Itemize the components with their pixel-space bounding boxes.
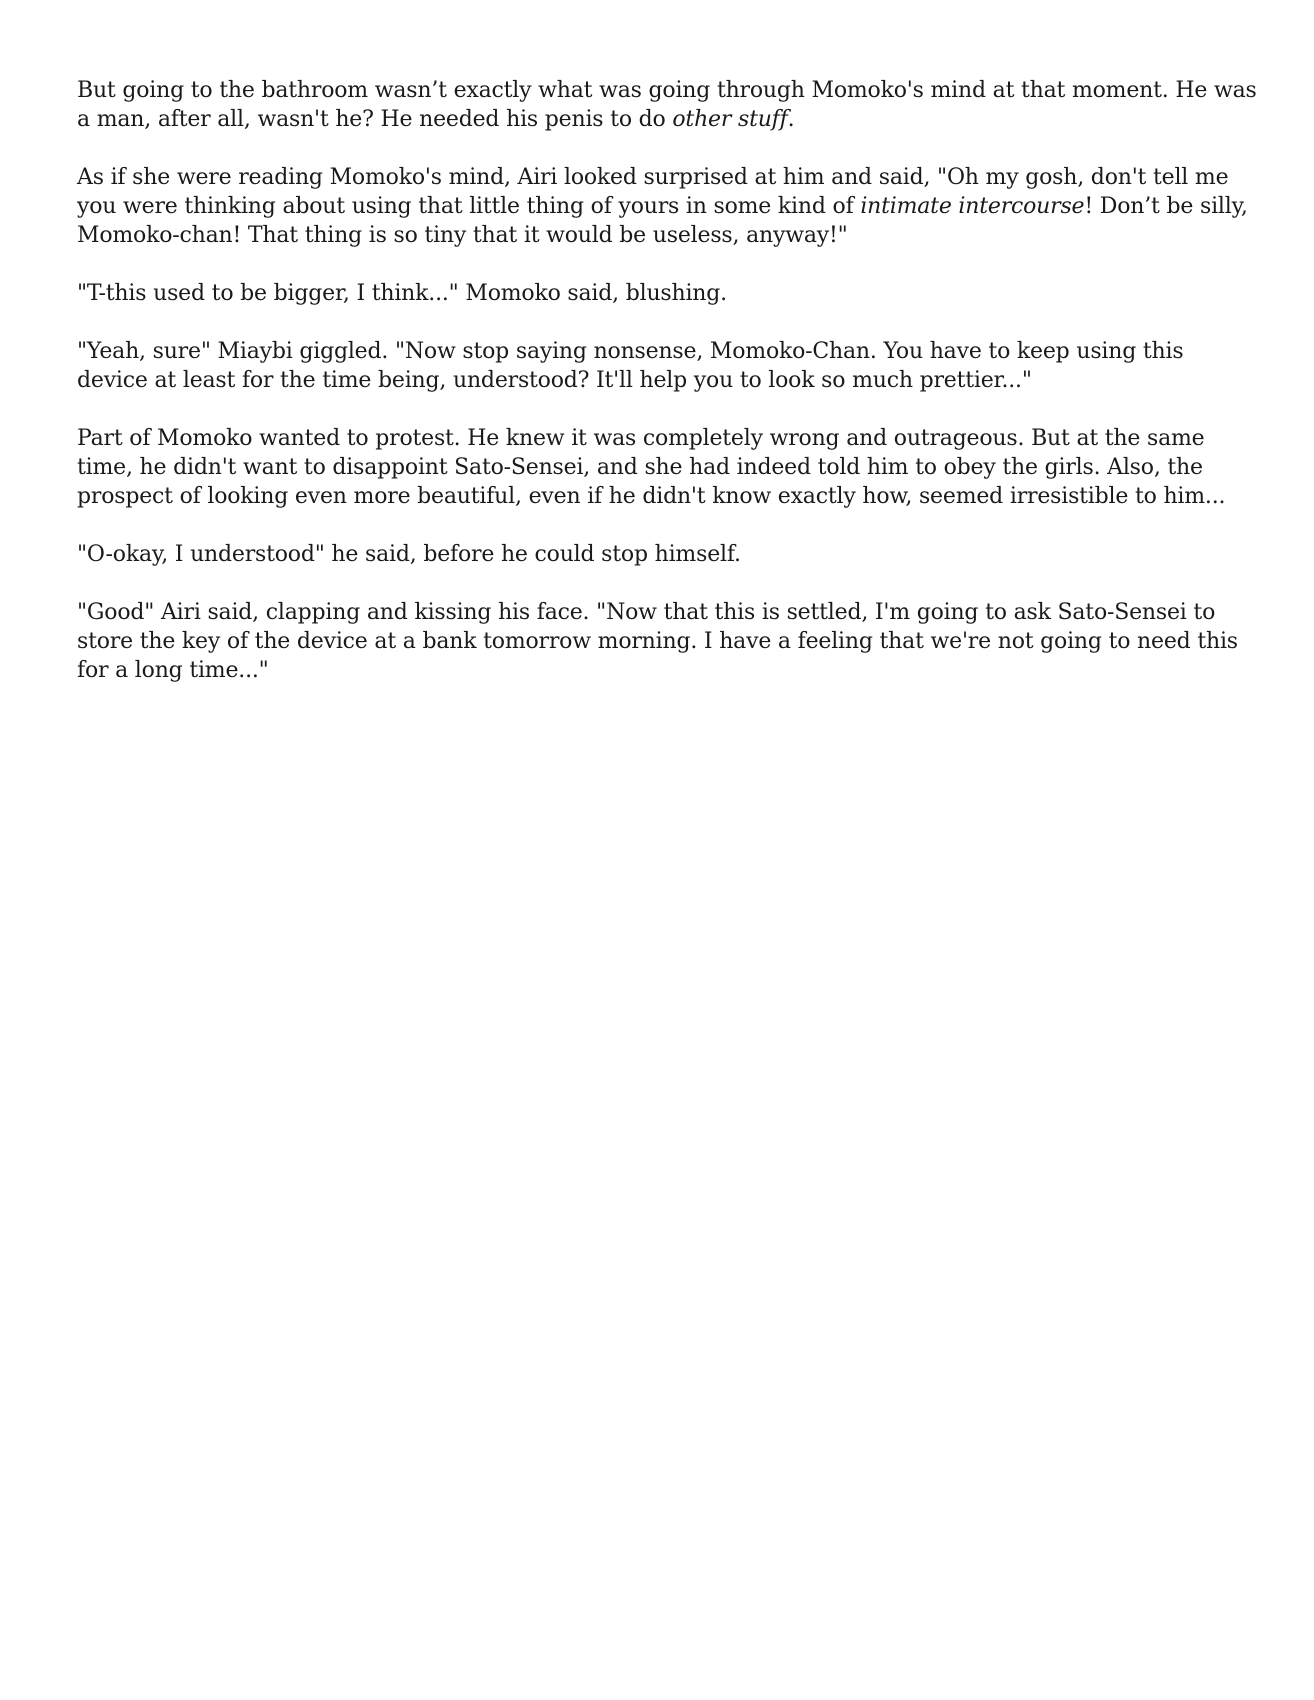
paragraph-4 [77, 337, 1257, 395]
paragraph-text: "T-this used to be bigger, I think..." Momoko said, blushing. [77, 281, 727, 306]
italic-text: intimate intercourse [860, 194, 1085, 219]
paragraph-text: "Good" Airi said, clapping and kissing his face. "Now that this is settled, I'm going to ask Sato-Sensei to store the key of the device at a bank tomorrow morning. I have a feeling that we're not going to need this for a long time..." [77, 600, 1238, 683]
paragraph-1 [77, 76, 1257, 134]
paragraph-6 [77, 540, 1257, 569]
paragraph-text: . [787, 107, 795, 132]
paragraph-text: But going to the bathroom wasn’t exactly what was going through Momoko's mind at that moment. He was a man, after all, wasn't he? He needed his penis to do [77, 78, 1257, 132]
paragraph-text: ! Don’t be silly, Momoko-chan! That thing is so tiny that it would be useless, anyway!" [77, 194, 1248, 248]
italic-text: other stuff [672, 107, 788, 132]
paragraph-text: "Yeah, sure" Miaybi giggled. "Now stop saying nonsense, Momoko-Chan. You have to keep using this device at least for the time being, understood? It'll help you to look so much prettier..." [77, 339, 1184, 393]
document-page [77, 76, 1257, 714]
paragraph-7 [77, 598, 1257, 685]
paragraph-2 [77, 163, 1257, 250]
paragraph-5 [77, 424, 1257, 511]
paragraph-text: As if she were reading Momoko's mind, Airi looked surprised at him and said, "Oh my gosh, don't tell me you were thinking about using that little thing of yours in some kind of [77, 165, 1229, 219]
paragraph-text: Part of Momoko wanted to protest. He knew it was completely wrong and outrageous. But at the same time, he didn't want to disappoint Sato-Sensei, and she had indeed told him to obey the girls. Also, the prospect of looking even more beautiful, even if he didn't know exactly how, seemed irresistible to him... [77, 426, 1226, 509]
paragraph-text: "O-okay, I understood" he said, before he could stop himself. [77, 542, 741, 567]
paragraph-3 [77, 279, 1257, 308]
